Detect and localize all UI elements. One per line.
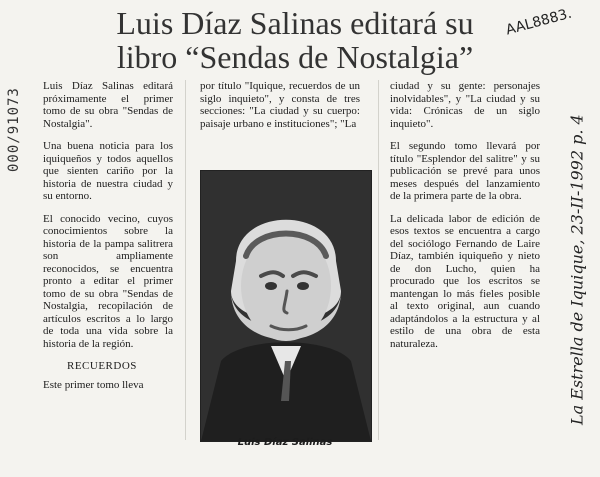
paragraph: El segundo tomo llevará por título "Esplendor del salitre" y su publicación se prevé para unos meses después del lanzamiento de la primera parte de la obra. bbox=[390, 140, 540, 202]
paragraph: Una buena noticia para los iquiqueños y todos aquellos que sienten cariño por la historia de nuestra ciudad y su entorno. bbox=[43, 140, 173, 202]
headline bbox=[60, 6, 530, 74]
photo-caption: Luis Díaz Salinas bbox=[237, 437, 333, 448]
paragraph: El conocido vecino, cuyos conocimientos sobre la historia de la pampa salitrera son ampliamente reconocidos, se encuentra pronto a editar el primer tomo de su obra "Sendas de Nostalgia, recopilación de artículos escritos a lo largo de toda una vida sobre la historia de la región. bbox=[43, 212, 173, 350]
portrait-image bbox=[201, 171, 371, 441]
portrait-photo bbox=[200, 170, 372, 442]
headline-line-1: Luis Díaz Salinas editará su bbox=[116, 5, 474, 41]
paragraph: La delicada labor de edición de esos textos se encuentra a cargo del sociólogo Fernando de Laire Díaz, también iquiqueño y nieto de don Lucho, quien ha procurado que los escritos se mantengan lo más fieles posible al texto original, aun cuando adaptándolos a la estructura y al estilo de una obra de esta naturaleza. bbox=[390, 212, 540, 350]
column-divider bbox=[185, 80, 186, 440]
archive-code: 000/91073 bbox=[6, 87, 22, 173]
headline-line-2: libro “Sendas de Nostalgia” bbox=[116, 39, 474, 75]
source-citation: La Estrella de Iquique, 23-II-1992 p. 4 bbox=[567, 114, 587, 426]
column-divider bbox=[378, 80, 379, 440]
paragraph: ciudad y su gente: personajes inolvidables", y "La ciudad y su vida: Crónicas de un siglo inquieto". bbox=[390, 80, 540, 130]
paragraph: Luis Díaz Salinas editará próximamente el primer tomo de su obra "Sendas de Nostalgia". bbox=[43, 80, 173, 130]
article-column-3 bbox=[390, 80, 540, 360]
handwritten-code: AAL8883. bbox=[504, 5, 574, 39]
paragraph: por título "Iquique, recuerdos de un siglo inquieto", y consta de tres secciones: "La ciudad y su cuerpo: paisaje urbano e instituciones"; "La bbox=[200, 80, 360, 130]
article-column-2 bbox=[200, 80, 360, 140]
paragraph: Este primer tomo lleva bbox=[43, 378, 144, 391]
section-heading: RECUERDOS bbox=[67, 360, 137, 372]
article-column-1 bbox=[43, 80, 173, 401]
